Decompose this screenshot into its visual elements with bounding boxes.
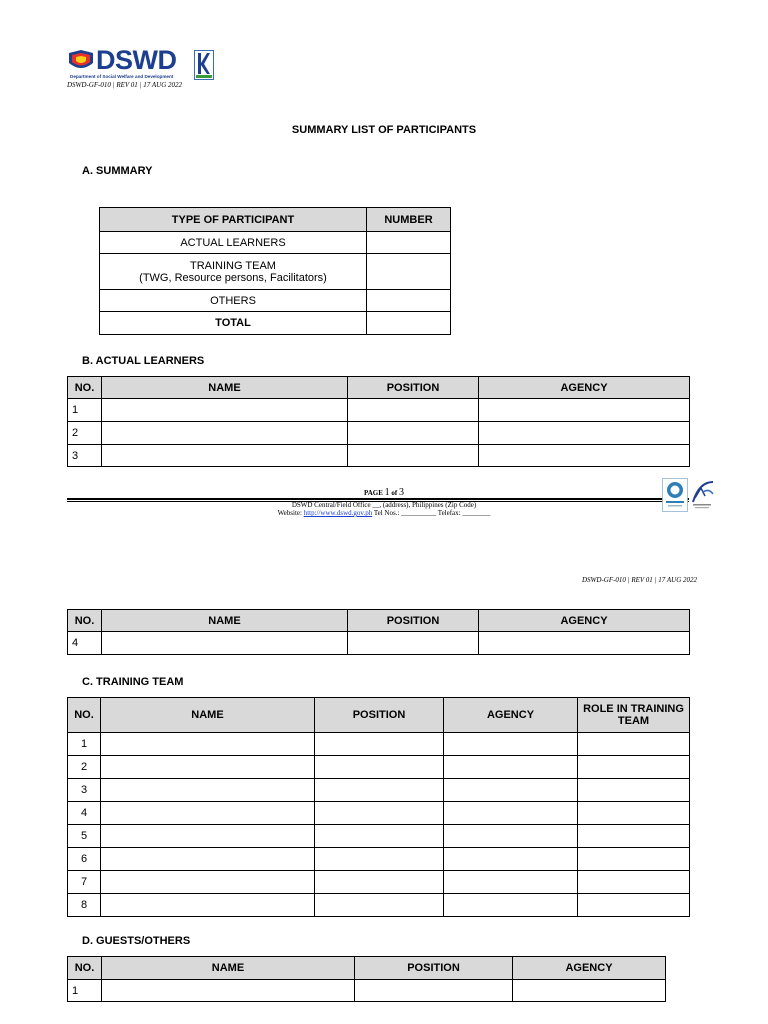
name-cell[interactable] — [101, 848, 315, 871]
summary-type-line2: (TWG, Resource persons, Facilitators) — [139, 271, 327, 284]
col-no: NO. — [68, 957, 102, 980]
row-number: 4 — [68, 802, 101, 825]
position-cell[interactable] — [348, 445, 479, 467]
page-number — [0, 487, 768, 498]
summary-number-cell[interactable] — [367, 254, 451, 290]
document-title: SUMMARY LIST OF PARTICIPANTS — [291, 124, 477, 136]
position-cell[interactable] — [315, 894, 444, 917]
dswd-logo-text: DSWD — [96, 45, 177, 75]
role-cell[interactable] — [578, 802, 690, 825]
agency-cell[interactable] — [513, 980, 666, 1002]
position-cell[interactable] — [315, 733, 444, 756]
col-no: NO. — [68, 610, 102, 632]
role-cell[interactable] — [578, 756, 690, 779]
table-row — [68, 802, 690, 825]
row-number: 3 — [68, 445, 102, 467]
col-name: NAME — [102, 957, 355, 980]
row-number: 7 — [68, 871, 101, 894]
col-role: ROLE IN TRAINING TEAM — [578, 698, 690, 733]
footer-office-line: DSWD Central/Field Office __, (address), Philippines (Zip Code) — [291, 501, 477, 509]
summary-type-cell: ACTUAL LEARNERS — [100, 232, 367, 254]
agency-cell[interactable] — [444, 825, 578, 848]
actual-learners-table-continued — [67, 609, 690, 655]
table-row — [68, 422, 690, 445]
name-cell[interactable] — [101, 894, 315, 917]
training-team-heading: C. TRAINING TEAM — [82, 676, 184, 688]
agency-cell[interactable] — [444, 802, 578, 825]
actual-learners-heading: B. ACTUAL LEARNERS — [82, 355, 205, 367]
name-cell[interactable] — [102, 399, 348, 422]
role-cell[interactable] — [578, 871, 690, 894]
col-name: NAME — [102, 610, 348, 632]
col-no: NO. — [68, 377, 102, 399]
role-cell[interactable] — [578, 779, 690, 802]
summary-type-cell: OTHERS — [100, 290, 367, 312]
agency-cell[interactable] — [479, 445, 690, 467]
row-number: 8 — [68, 894, 101, 917]
table-row — [68, 779, 690, 802]
agency-cell[interactable] — [444, 779, 578, 802]
iso-cert-icon — [662, 478, 688, 512]
position-cell[interactable] — [315, 779, 444, 802]
col-position: POSITION — [348, 610, 479, 632]
agency-cell[interactable] — [444, 871, 578, 894]
name-cell[interactable] — [102, 632, 348, 655]
agency-cell[interactable] — [479, 632, 690, 655]
agency-cell[interactable] — [479, 422, 690, 445]
table-row — [68, 871, 690, 894]
form-code: DSWD-GF-010 | REV 01 | 17 AUG 2022 — [67, 81, 182, 89]
col-no: NO. — [68, 698, 101, 733]
table-row — [68, 445, 690, 467]
agency-cell[interactable] — [479, 399, 690, 422]
role-cell[interactable] — [578, 825, 690, 848]
agency-cell[interactable] — [444, 733, 578, 756]
col-agency: AGENCY — [479, 377, 690, 399]
table-row — [68, 733, 690, 756]
col-agency: AGENCY — [444, 698, 578, 733]
row-number: 1 — [68, 399, 102, 422]
name-cell[interactable] — [101, 733, 315, 756]
row-number: 1 — [68, 980, 102, 1002]
position-cell[interactable] — [348, 632, 479, 655]
name-cell[interactable] — [101, 756, 315, 779]
position-cell[interactable] — [315, 756, 444, 779]
col-position: POSITION — [348, 377, 479, 399]
summary-type-line1: TRAINING TEAM — [190, 259, 276, 272]
summary-col-type: TYPE OF PARTICIPANT — [100, 208, 367, 232]
col-agency: AGENCY — [479, 610, 690, 632]
footer-website-link[interactable]: http://www.dswd.gov.ph — [303, 509, 373, 517]
agency-cell[interactable] — [444, 848, 578, 871]
summary-total-label: TOTAL — [100, 312, 367, 335]
col-name: NAME — [101, 698, 315, 733]
summary-number-cell[interactable] — [367, 232, 451, 254]
position-cell[interactable] — [315, 848, 444, 871]
training-team-table — [67, 697, 690, 917]
summary-total-cell[interactable] — [367, 312, 451, 335]
footer-divider — [67, 498, 689, 500]
row-number: 2 — [68, 422, 102, 445]
actual-learners-table — [67, 376, 690, 467]
agency-cell[interactable] — [444, 894, 578, 917]
col-position: POSITION — [355, 957, 513, 980]
row-number: 3 — [68, 779, 101, 802]
footer-website-label: Website: — [277, 509, 302, 517]
k-logo-icon — [194, 50, 214, 80]
role-cell[interactable] — [578, 733, 690, 756]
row-number: 6 — [68, 848, 101, 871]
row-number: 5 — [68, 825, 101, 848]
name-cell[interactable] — [101, 779, 315, 802]
position-cell[interactable] — [315, 802, 444, 825]
table-row — [68, 848, 690, 871]
position-cell[interactable] — [348, 422, 479, 445]
dswd-logo-subtext: Department of Social Welfare and Development — [70, 74, 174, 79]
table-row — [68, 632, 690, 655]
name-cell[interactable] — [101, 802, 315, 825]
role-cell[interactable] — [578, 894, 690, 917]
table-row — [68, 756, 690, 779]
accreditation-icon — [689, 478, 715, 512]
position-cell[interactable] — [355, 980, 513, 1002]
dswd-seal-icon — [68, 50, 94, 72]
summary-col-number: NUMBER — [367, 208, 451, 232]
position-cell[interactable] — [315, 825, 444, 848]
row-number: 2 — [68, 756, 101, 779]
position-cell[interactable] — [348, 399, 479, 422]
row-number: 1 — [68, 733, 101, 756]
page-label: PAGE — [363, 489, 383, 497]
name-cell[interactable] — [102, 445, 348, 467]
agency-cell[interactable] — [444, 756, 578, 779]
row-number: 4 — [68, 632, 102, 655]
col-name: NAME — [102, 377, 348, 399]
guests-heading: D. GUESTS/OTHERS — [82, 935, 191, 947]
summary-number-cell[interactable] — [367, 290, 451, 312]
footer-contact-line — [0, 509, 768, 517]
table-row — [68, 894, 690, 917]
guests-table — [67, 956, 666, 1002]
dswd-logo — [68, 45, 218, 82]
page-current: 1 — [384, 487, 390, 498]
table-row — [68, 825, 690, 848]
page-total: 3 — [399, 487, 405, 498]
form-code-page2: DSWD-GF-010 | REV 01 | 17 AUG 2022 — [582, 576, 697, 584]
name-cell[interactable] — [101, 825, 315, 848]
page-of: of — [391, 489, 398, 497]
role-cell[interactable] — [578, 848, 690, 871]
table-row — [100, 290, 451, 312]
name-cell[interactable] — [102, 422, 348, 445]
col-position: POSITION — [315, 698, 444, 733]
table-row — [68, 399, 690, 422]
table-row — [100, 254, 451, 290]
summary-type-cell — [100, 254, 367, 290]
summary-heading: A. SUMMARY — [82, 165, 153, 177]
table-row — [68, 980, 666, 1002]
table-row — [100, 232, 451, 254]
name-cell[interactable] — [102, 980, 355, 1002]
footer-tel: Tel Nos.: __________ Telefax: ________ — [373, 509, 491, 517]
summary-table — [99, 207, 451, 335]
table-row — [100, 312, 451, 335]
col-agency: AGENCY — [513, 957, 666, 980]
position-cell[interactable] — [315, 871, 444, 894]
name-cell[interactable] — [101, 871, 315, 894]
